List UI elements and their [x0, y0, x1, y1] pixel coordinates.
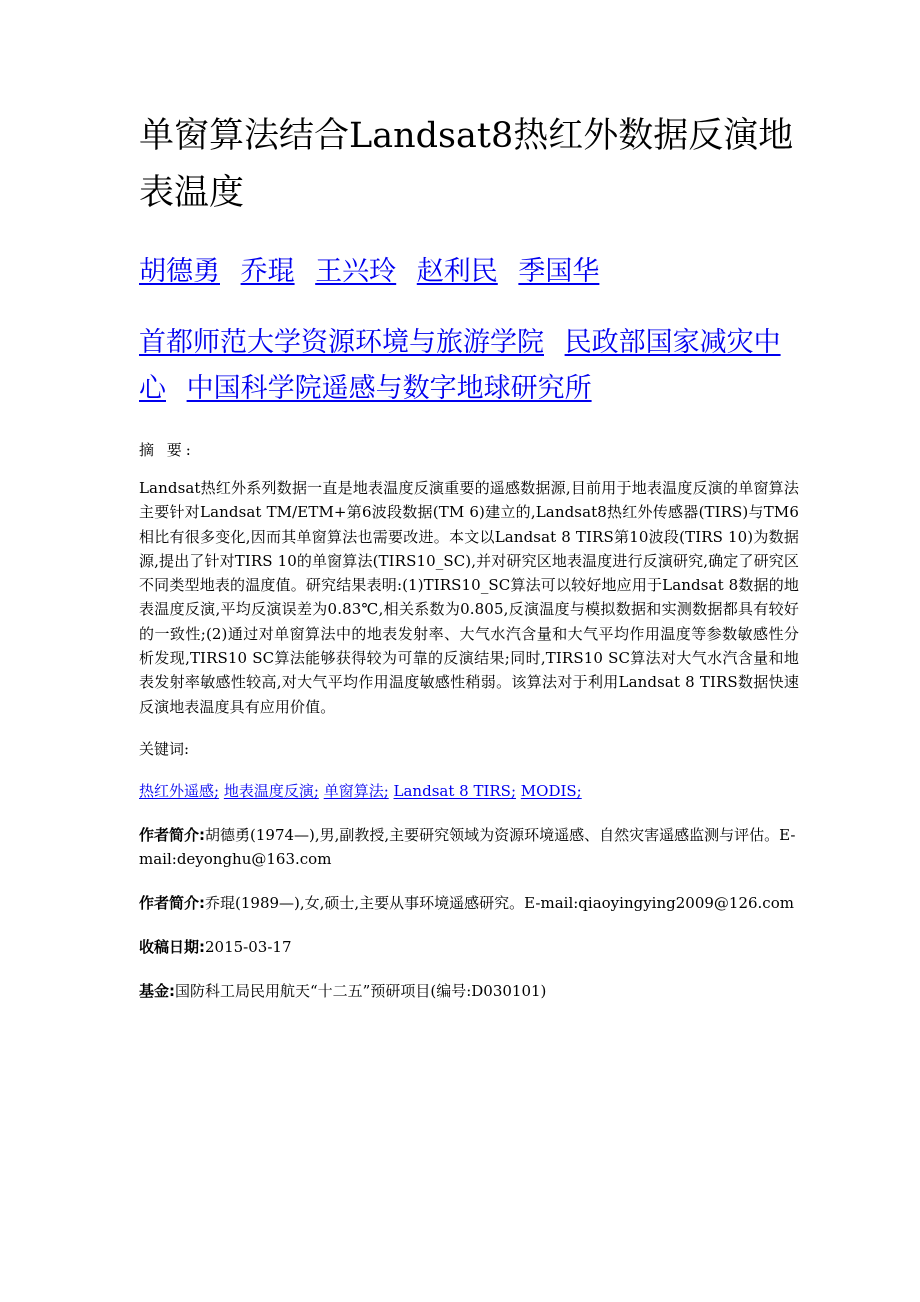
author-info-label: 作者简介:	[139, 825, 205, 844]
keyword-link[interactable]: 单窗算法;	[323, 781, 389, 800]
affiliation-link[interactable]: 民政部国家减灾中心	[139, 327, 781, 404]
author-list	[139, 252, 799, 292]
keywords-label: 关键词:	[139, 739, 190, 758]
affiliation-link[interactable]: 中国科学院遥感与数字地球研究所	[186, 373, 592, 404]
paper-title: 单窗算法结合Landsat8热红外数据反演地表温度	[139, 116, 794, 213]
author-link[interactable]: 赵利民	[416, 256, 498, 287]
fund-label: 基金:	[139, 981, 175, 1000]
author-info-1	[139, 823, 799, 871]
keyword-link[interactable]: Landsat 8 TIRS;	[393, 781, 516, 800]
author-info-text: 胡德勇(1974—),男,副教授,主要研究领域为资源环境遥感、自然灾害遥感监测与评估。E-mail:deyonghu@163.com	[139, 825, 796, 868]
abstract-label: 摘 要:	[139, 441, 195, 459]
keyword-link[interactable]: 地表温度反演;	[223, 781, 319, 800]
author-info-text: 乔琨(1989—),女,硕士,主要从事环境遥感研究。E-mail:qiaoyingying2009@126.com	[205, 893, 794, 912]
affiliation-list	[139, 320, 799, 412]
author-link[interactable]: 王兴玲	[315, 256, 397, 287]
abstract-text: Landsat热红外系列数据一直是地表温度反演重要的遥感数据源,目前用于地表温度反演的单窗算法主要针对Landsat TM/ETM+第6波段数据(TM 6)建立的,Landsat8热红外传感器(TIRS)与TM6相比有很多变化,因而其单窗算法也需要改进。本文以Landsat 8 TIRS第10波段(TIRS 10)为数据源,提出了针对TIRS 10的单窗算法(TIRS10_SC),并对研究区地表温度进行反演研究,确定了研究区不同类型地表的温度值。研究结果表明:(1)TIRS10_SC算法可以较好地应用于Landsat 8数据的地表温度反演,平均反演误差为0.83℃,相关系数为0.805,反演温度与模拟数据和实测数据都具有较好的一致性;(2)通过对单窗算法中的地表发射率、大气水汽含量和大气平均作用温度等参数敏感性分析发现,TIRS10 SC算法能够获得较为可靠的反演结果;同时,TIRS10 SC算法对大气水汽含量和地表发射率敏感性较高,对大气平均作用温度敏感性稍弱。该算法对于利用Landsat 8 TIRS数据快速反演地表温度具有应用价值。	[139, 479, 799, 716]
keyword-list	[139, 779, 799, 803]
keyword-link[interactable]: MODIS;	[520, 781, 582, 800]
paper-page	[139, 108, 799, 1003]
author-link[interactable]: 季国华	[518, 256, 600, 287]
author-info-label: 作者简介:	[139, 893, 205, 912]
received-label: 收稿日期:	[139, 937, 205, 956]
author-link[interactable]: 胡德勇	[139, 256, 220, 287]
fund-text: 国防科工局民用航天“十二五”预研项目(编号:D030101)	[175, 981, 547, 1000]
received-date: 2015-03-17	[205, 937, 292, 956]
fund-row	[139, 979, 799, 1003]
author-info-2	[139, 891, 799, 915]
affiliation-link[interactable]: 首都师范大学资源环境与旅游学院	[139, 327, 544, 358]
author-link[interactable]: 乔琨	[240, 256, 295, 287]
received-date-row	[139, 935, 799, 959]
keyword-link[interactable]: 热红外遥感;	[139, 781, 220, 800]
